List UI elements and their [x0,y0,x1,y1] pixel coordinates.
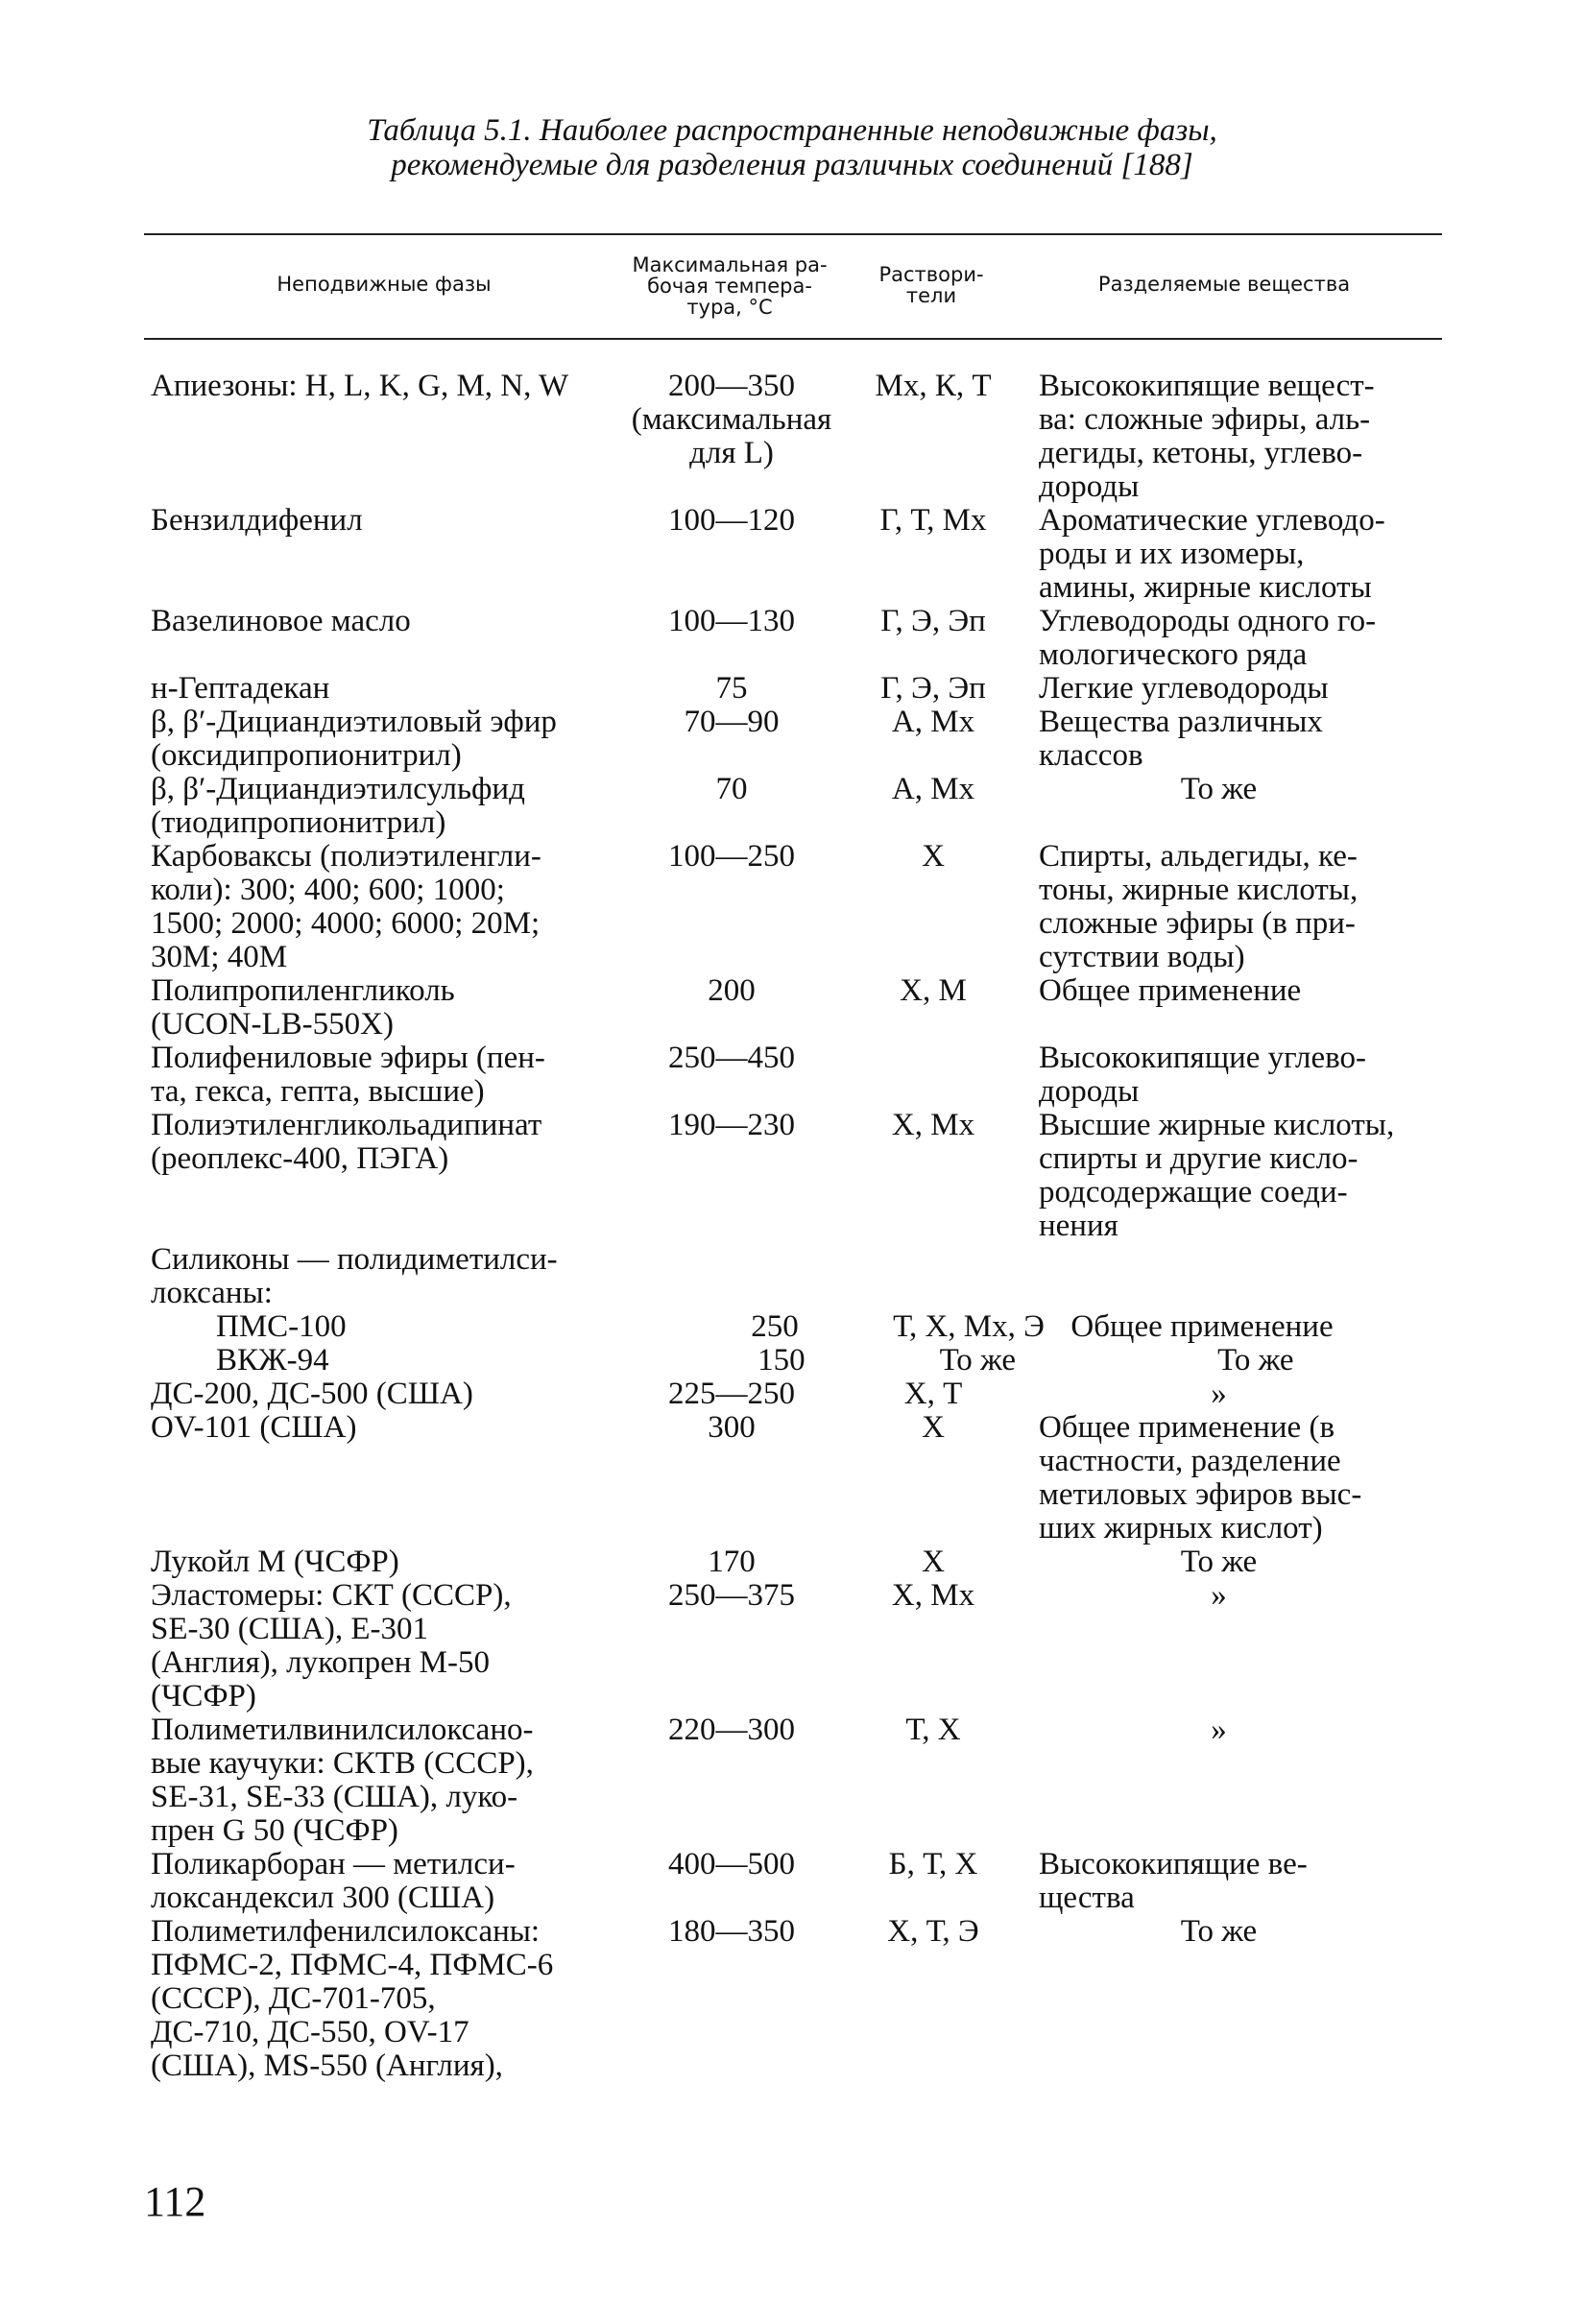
phase-cell: Полиметилфенилсилоксаны: ПФМС-2, ПФМС-4, ПФМС-6 (СССР), ДС-701-705, ДС-710, ДС-550, OV-17 (США), MS-550 (Англия), [151,1914,554,2083]
separated-cell: Общее применение [1070,1309,1334,1344]
temp-cell: 100—130 [668,604,795,638]
temp-cell: 400—500 [668,1847,795,1881]
phase-cell: ПМС-100 [216,1309,347,1344]
solvent-cell: Х [922,1410,945,1445]
separated-cell: Общее применение (в частности, разделение метиловых эфиров выс- ших жирных кислот) [1039,1410,1362,1545]
temp-cell: 150 [757,1343,806,1378]
header-solvents: Раствори- тели [878,263,984,307]
table-row [149,1848,1445,1915]
solvent-cell: Т, Х [905,1713,961,1747]
temp-cell: 300 [708,1410,756,1445]
table-row [149,706,1445,773]
separated-cell: Высококипящие вещест- ва: сложные эфиры, аль- дегиды, кетоны, углево- дороды [1039,369,1375,504]
temp-cell: 220—300 [668,1713,795,1747]
phases-table [149,370,1445,2083]
solvent-cell: Х [922,1545,945,1579]
table-row [149,1310,1445,1344]
table-row [149,1109,1445,1243]
temp-cell: 70—90 [684,705,780,739]
phase-cell: Полипропиленгликоль (UCON-LB-550X) [151,973,455,1042]
separated-cell: » [1211,1713,1227,1747]
solvent-cell [842,1042,1024,1109]
separated-cell: Общее применение [1039,973,1302,1008]
temp-cell: 100—120 [668,503,795,538]
separated-cell: Высококипящие углево- дороды [1039,1041,1367,1109]
phase-cell: Бензилдифенил [151,503,363,538]
solvent-cell: Б, Т, Х [888,1847,978,1881]
solvent-cell: Х, Т [903,1377,963,1411]
separated-cell: » [1211,1377,1227,1411]
solvent-cell: Х, Мх [891,1108,975,1142]
temp-cell [621,1243,842,1310]
separated-cell: То же [1180,1914,1258,1949]
table-row [149,504,1445,605]
temp-cell: 250 [751,1309,799,1344]
table-row [149,840,1445,974]
phase-cell: OV-101 (США) [151,1410,357,1445]
solvent-cell: Г, Т, Мх [879,503,987,538]
phase-cell: ДС-200, ДС-500 (США) [151,1377,473,1411]
caption-line-2: рекомендуемые для разделения различных соединений [188] [391,148,1193,182]
table-row [149,1545,1445,1579]
phase-cell: Полиэтиленгликольадипинат (реоплекс-400, ПЭГА) [151,1108,542,1176]
table-row [149,1915,1445,2083]
temp-cell: 225—250 [668,1377,795,1411]
phase-cell: Эластомеры: СКТ (СССР), SE-30 (США), E-301 (Англия), лукопрен M-50 (ЧСФР) [151,1578,512,1713]
separated-cell: Легкие углеводороды [1039,671,1329,706]
phase-cell: ВКЖ-94 [216,1343,329,1378]
solvent-cell: Х, Мх [891,1578,975,1613]
table-row [149,974,1445,1042]
solvent-cell: Мх, К, Т [875,369,992,403]
solvent-cell: А, Мх [891,705,975,739]
separated-cell: То же [1180,1545,1258,1579]
solvent-cell [842,1243,1024,1310]
table-row [149,370,1445,504]
phase-cell: Вазелиновое масло [151,604,411,638]
separated-cell: Высококипящие ве- щества [1039,1847,1308,1915]
table-row [149,1344,1445,1378]
phase-cell: β, β′-Дициандиэтиловый эфир (оксидипропионитрил) [151,705,557,773]
solvent-cell: Т, Х, Мх, Э [893,1309,1045,1344]
header-separated: Разделяемые вещества [1097,273,1351,296]
separated-cell: Ароматические углеводо- роды и их изомеры, амины, жирные кислоты [1039,503,1385,605]
separated-cell: То же [1217,1343,1294,1378]
page-number: 112 [144,2178,206,2225]
table-row [149,1579,1445,1713]
caption-line-1: Таблица 5.1. Наиболее распространенные неподвижные фазы, [367,113,1217,148]
temp-cell: 250—450 [668,1041,795,1075]
phase-cell: Силиконы — полидиметилси- локсаны: [151,1242,558,1310]
header-bottom-rule [144,338,1442,340]
solvent-cell: Г, Э, Эп [880,604,986,638]
temp-cell: 75 [715,671,748,706]
phase-cell: Апиезоны: H, L, K, G, M, N, W [151,369,569,403]
separated-cell: Вещества различных классов [1039,705,1323,773]
phase-cell: н-Гептадекан [151,671,330,706]
temp-cell: 70 [715,772,748,806]
separated-cell: То же [1180,772,1258,806]
table-row [149,773,1445,840]
temp-cell: 250—375 [668,1578,795,1613]
temp-cell: 190—230 [668,1108,795,1142]
table-row [149,1713,1445,1848]
table-row [149,1411,1445,1545]
table-row [149,1042,1445,1109]
header-max-temp: Максимальная ра- бочая темпера- тура, °С [632,253,828,319]
header-top-rule [144,233,1442,235]
solvent-cell: Х, М [900,973,967,1008]
solvent-cell: Х [922,839,945,874]
table-caption [144,113,1440,182]
solvent-cell: А, Мх [891,772,975,806]
solvent-cell: То же [939,1343,1017,1378]
temp-cell: 200 [708,973,756,1008]
temp-cell: 170 [708,1545,756,1579]
temp-cell: 200—350 (максимальная для L) [631,369,832,470]
table-row [149,1378,1445,1411]
header-phases: Неподвижные фазы [277,273,492,296]
phase-cell: Карбоваксы (полиэтиленгли- коли): 300; 400; 600; 1000; 1500; 2000; 4000; 6000; 20M; 30M; 40M [151,839,541,974]
separated-cell: Углеводороды одного го- мологического ряда [1039,604,1377,672]
phase-cell: β, β′-Дициандиэтилсульфид (тиодипропионитрил) [151,772,525,840]
separated-cell [1024,1243,1428,1310]
separated-cell: Высшие жирные кислоты, спирты и другие кисло- родсодержащие соеди- нения [1039,1108,1395,1243]
phase-cell: Полифениловые эфиры (пен- та, гекса, гепта, высшие) [151,1041,545,1109]
temp-cell: 100—250 [668,839,795,874]
separated-cell: » [1211,1578,1227,1613]
solvent-cell: Х, Т, Э [887,1914,979,1949]
table-row [149,1243,1445,1310]
temp-cell: 180—350 [668,1914,795,1949]
solvent-cell: Г, Э, Эп [880,671,986,706]
table-row [149,672,1445,706]
phase-cell: Лукойл М (ЧСФР) [151,1545,399,1579]
phase-cell: Полиметилвинилсилоксано- вые каучуки: СКТВ (СССР), SE-31, SE-33 (США), луко- прен G 50 (ЧСФР) [151,1713,534,1848]
table-row [149,605,1445,672]
phase-cell: Поликарборан — метилси- локсандексил 300 (США) [151,1847,516,1915]
separated-cell: Спирты, альдегиды, ке- тоны, жирные кислоты, сложные эфиры (в при- сутствии воды) [1039,839,1359,974]
